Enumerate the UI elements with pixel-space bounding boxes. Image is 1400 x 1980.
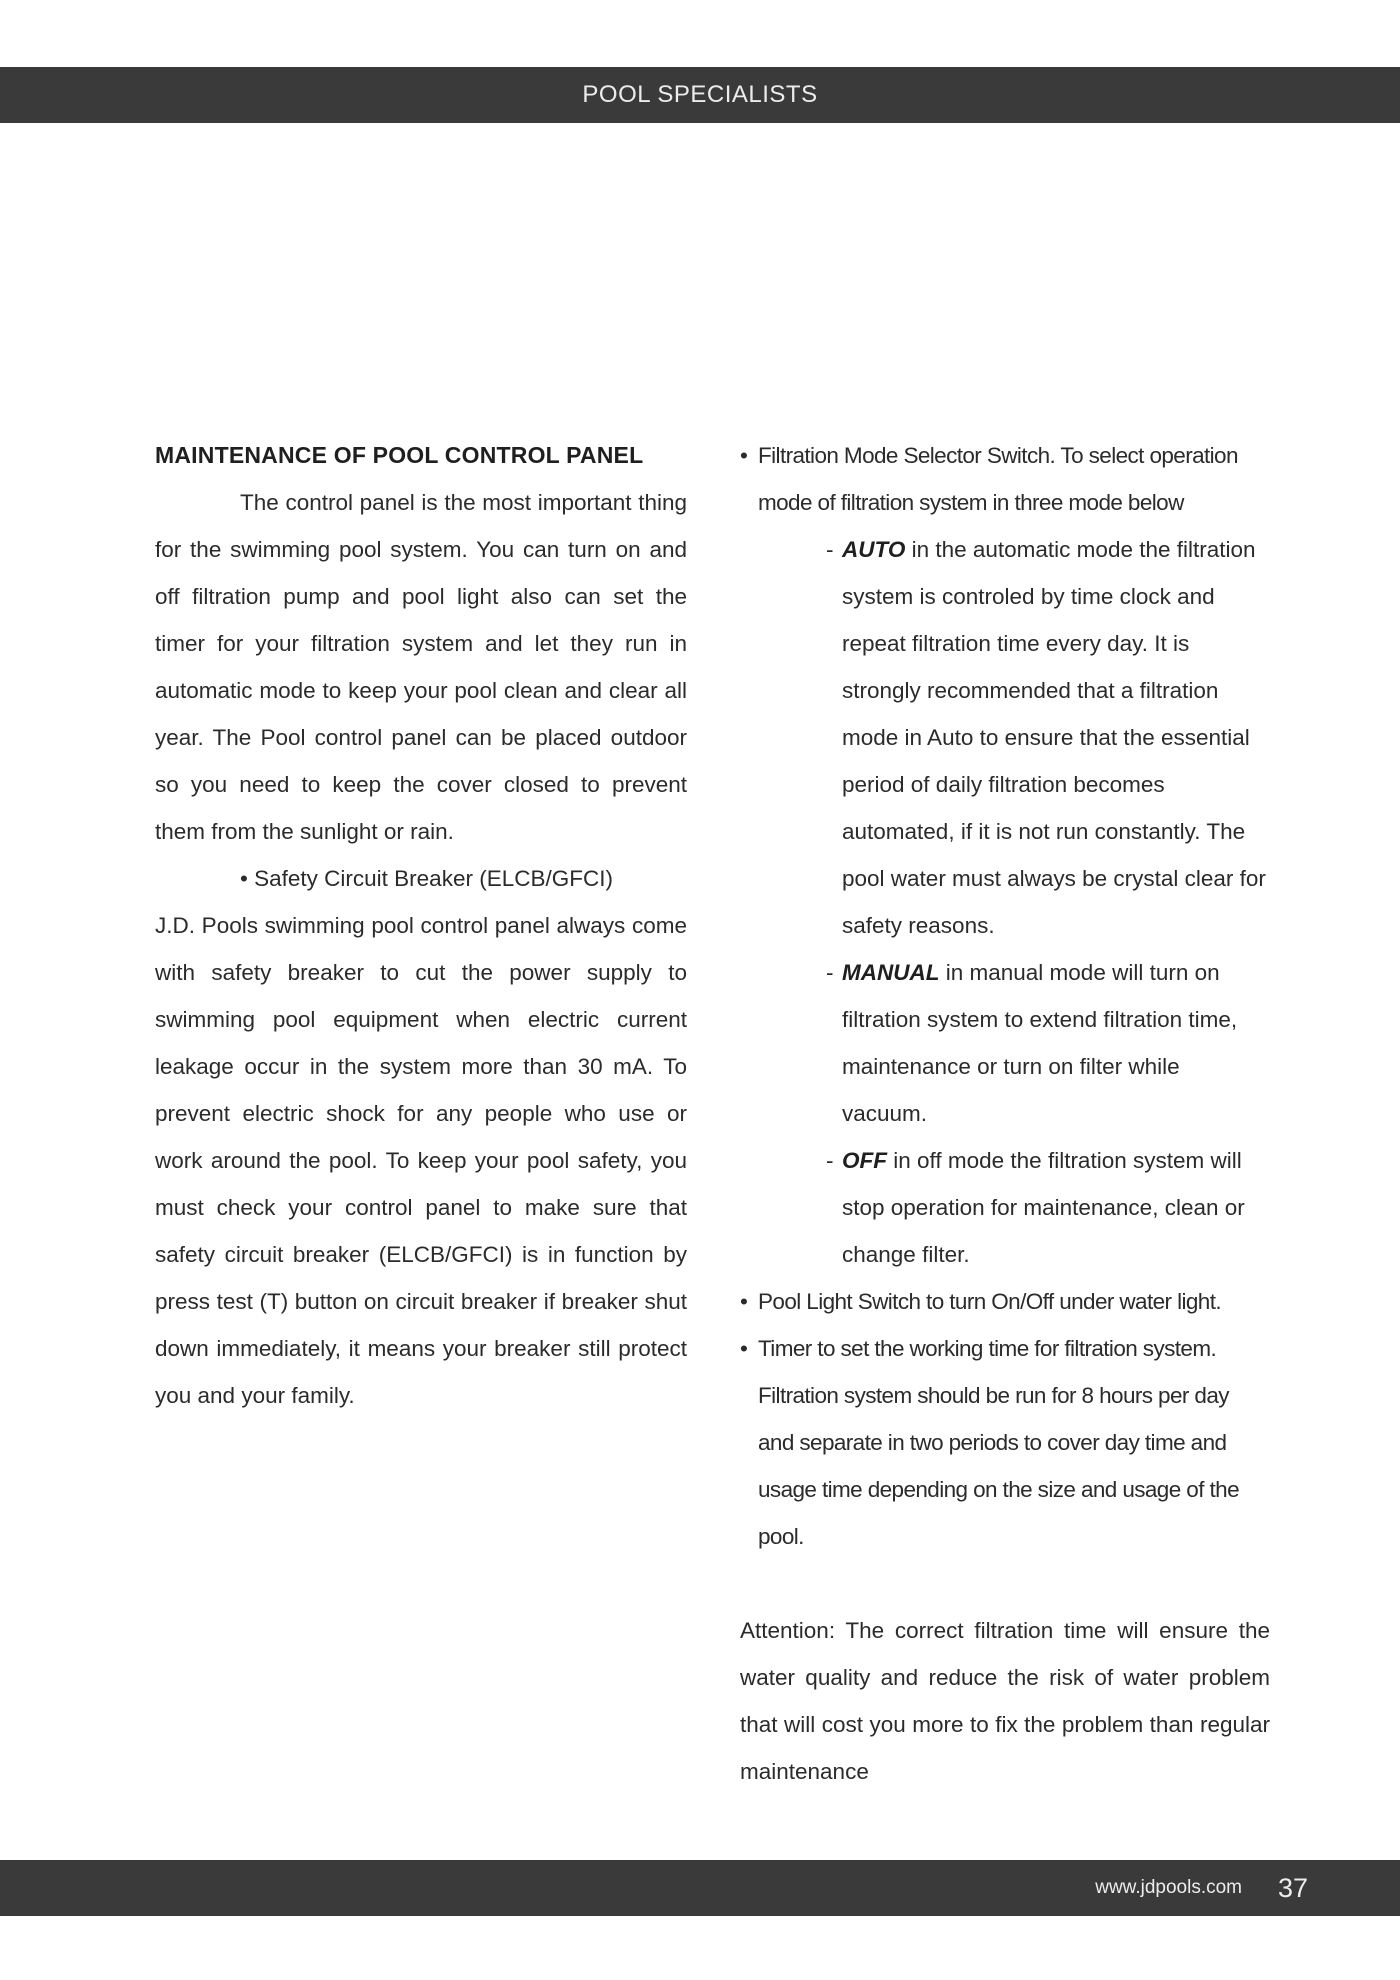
mode-item-off [740,1137,1270,1278]
timer-text: Timer to set the working time for filtration system. Filtration system should be run for 8 hours per day and separate in two periods to cover day time and usage time depending on the size and usage of the pool. [758,1336,1239,1549]
header-title: POOL SPECIALISTS [582,81,818,108]
page-number: 37 [1277,1872,1308,1903]
safety-breaker-paragraph: J.D. Pools swimming pool control panel always come with safety breaker to cut the power supply to swimming pool equipment when electric current leakage occur in the system more than 30 mA. To prevent electric shock for any people who use or work around the pool. To keep your pool safety, you must check your control panel to make sure that safety circuit breaker (ELCB/GFCI) is in function by press test (T) button on circuit breaker if breaker shut down immediately, it means your breaker still protect you and your family. [155,913,687,1408]
attention-note: Attention: The correct filtration time will ensure the water quality and reduce the risk of water problem that will cost you more to fix the problem than regular maintenance [740,1618,1270,1784]
website-link[interactable]: www.jdpools.com [1095,1877,1242,1898]
mode-name-auto: AUTO [842,537,906,562]
left-column [155,432,687,1419]
right-column [740,432,1270,1795]
bullet-icon: • [740,1289,748,1314]
light-switch-item [740,1278,1270,1325]
mode-text-manual: in manual mode will turn on filtration system to extend filtration time, maintenance or turn on filter while vacuum. [842,960,1238,1126]
mode-name-manual: MANUAL [842,960,940,985]
header-bar [0,67,1400,123]
mode-item-auto [740,526,1270,949]
mode-text-off: in off mode the filtration system will stop operation for maintenance, clean or change filter. [842,1148,1245,1267]
section-heading: MAINTENANCE OF POOL CONTROL PANEL [155,442,644,468]
timer-item [740,1325,1270,1560]
mode-text-auto: in the automatic mode the filtration system is controled by time clock and repeat filtration time every day. It is strongly recommended that a filtration mode in Auto to ensure that the essential period of daily filtration becomes automated, if it is not run constantly. The pool water must always be crystal clear for safety reasons. [842,537,1266,938]
footer-bar [0,1860,1400,1916]
dash-icon: - [826,537,834,562]
filtration-switch-item [740,432,1270,526]
bullet-icon: • [740,443,748,468]
safety-breaker-title: • Safety Circuit Breaker (ELCB/GFCI) [240,866,613,891]
filtration-switch-text: Filtration Mode Selector Switch. To select operation mode of filtration system in three mode below [758,443,1238,515]
mode-item-manual [740,949,1270,1137]
light-switch-text: Pool Light Switch to turn On/Off under water light. [758,1289,1221,1314]
mode-name-off: OFF [842,1148,887,1173]
bullet-icon: • [740,1336,748,1361]
intro-paragraph: The control panel is the most important thing for the swimming pool system. You can turn on and off filtration pump and pool light also can set the timer for your filtration system and let they run in automatic mode to keep your pool clean and clear all year. The Pool control panel can be placed outdoor so you need to keep the cover closed to prevent them from the sunlight or rain. [155,490,687,844]
dash-icon: - [826,1148,834,1173]
dash-icon: - [826,960,834,985]
